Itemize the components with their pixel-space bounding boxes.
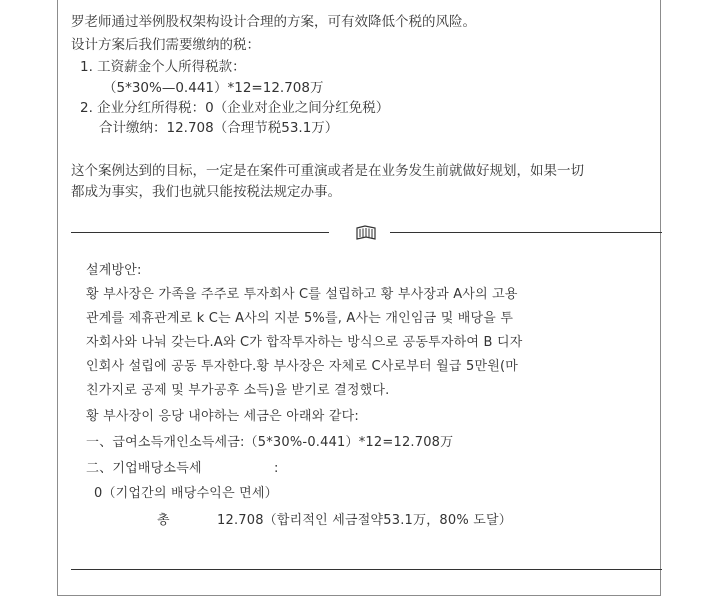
intro-text: 罗老师通过举例股权架构设计合理的方案，可有效降低个税的风险。: [71, 14, 476, 30]
korean-total-value: 12.708（합리적인 세금절약53.1万，80% 도달）: [217, 513, 512, 528]
korean-total-label: 총: [157, 513, 170, 528]
korean-dividend-tax-value: 0（기업간의 배당수익은 면세）: [94, 486, 278, 501]
korean-paragraph-line: 자회사와 나눠 갖는다.A와 C가 합작투자하는 방식으로 공동투자하여 B 디자: [86, 335, 523, 350]
book-icon: [355, 225, 377, 241]
korean-paragraph-line: 인회사 설립에 공동 투자한다.황 부사장은 자체로 C사로부터 월급 5만원(마: [86, 359, 518, 374]
korean-tax-intro: 황 부사장이 응당 내야하는 세금은 아래와 같다:: [86, 409, 359, 424]
divider-right: [390, 232, 662, 233]
list-item-salary-tax: 1. 工资薪金个人所得税款：: [80, 59, 246, 75]
bottom-divider: [71, 569, 662, 570]
conclusion-line-2: 都成为事实，我们也就只能按税法规定办事。: [71, 184, 341, 200]
korean-plan-heading: 설계방안:: [86, 263, 142, 278]
total-payment-text: 合计缴纳：12.708（合理节税53.1万）: [99, 120, 339, 136]
korean-dividend-tax-colon: :: [274, 461, 279, 476]
korean-salary-tax: 一、급여소득개인소득세금:（5*30%-0.441）*12=12.708万: [86, 435, 454, 450]
korean-dividend-tax-label: 二、기업배당소득세: [86, 461, 202, 476]
korean-paragraph-line: 친가지로 공제 및 부가공후 소득)을 받기로 결정했다.: [86, 383, 390, 398]
list-item-dividend-tax: 2. 企业分红所得税：0（企业对企业之间分红免税）: [80, 100, 390, 116]
conclusion-line-1: 这个案例达到的目标，一定是在案件可重演或者是在业务发生前就做好规划，如果一切: [71, 163, 584, 179]
design-tax-heading: 设计方案后我们需要缴纳的税：: [71, 37, 260, 53]
korean-paragraph-line: 관계를 제휴관계로 k C는 A사의 지분 5%를, A사는 개인임금 및 배당을 투: [86, 311, 514, 326]
korean-paragraph-line: 황 부사장은 가족을 주주로 투자회사 C를 설립하고 황 부사장과 A사의 고용: [86, 287, 518, 302]
divider-left: [71, 232, 329, 233]
salary-tax-formula: （5*30%—0.441）*12=12.708万: [103, 80, 324, 96]
